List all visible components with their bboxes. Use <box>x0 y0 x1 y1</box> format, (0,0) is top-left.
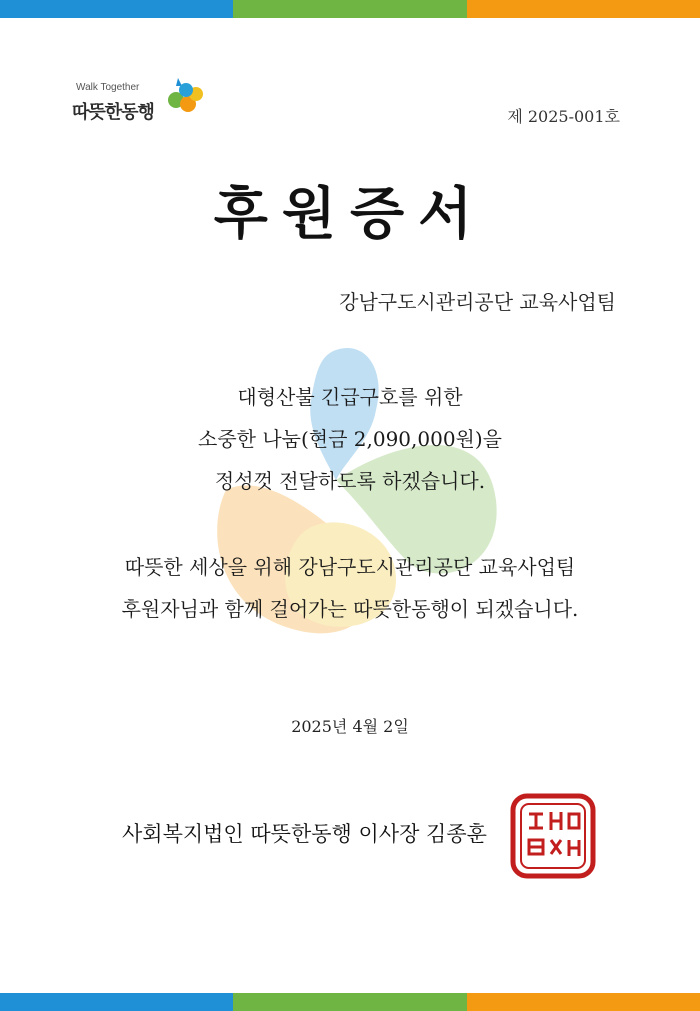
paragraph-line: 대형산불 긴급구호를 위한 <box>237 385 463 409</box>
document-number: 제 2025-001호 <box>507 107 620 126</box>
logo-name: 따뜻한동행 <box>72 102 154 123</box>
stripe-blue <box>0 993 233 1011</box>
paragraph-line: 후원자님과 함께 걸어가는 따뜻한동행이 되겠습니다. <box>121 597 579 621</box>
paragraph-line: 따뜻한 세상을 위해 강남구도시관리공단 교육사업팀 <box>124 555 576 579</box>
organization-logo <box>72 76 212 138</box>
bottom-color-stripe <box>0 993 700 1011</box>
paragraph-line: 정성껏 전달하도록 하겠습니다. <box>214 469 486 493</box>
donation-paragraph <box>0 376 700 502</box>
issue-date: 2025년 4월 2일 <box>291 717 409 736</box>
logo-flower-icon <box>168 76 208 116</box>
paragraph-line: 소중한 나눔(현금 2,090,000원)을 <box>198 427 502 451</box>
stripe-green <box>233 993 466 1011</box>
logo-subtitle: Walk Together <box>76 82 140 93</box>
official-seal-icon <box>507 790 599 882</box>
certificate-title: 후원증서 <box>213 181 487 247</box>
stripe-blue <box>0 0 233 18</box>
signature-line: 사회복지법인 따뜻한동행 이사장 김종훈 <box>122 822 487 846</box>
recipient-name: 강남구도시관리공단 교육사업팀 <box>339 290 616 314</box>
top-color-stripe <box>0 0 700 18</box>
stripe-orange <box>467 993 700 1011</box>
closing-paragraph <box>0 546 700 630</box>
stripe-green <box>233 0 466 18</box>
stripe-orange <box>467 0 700 18</box>
